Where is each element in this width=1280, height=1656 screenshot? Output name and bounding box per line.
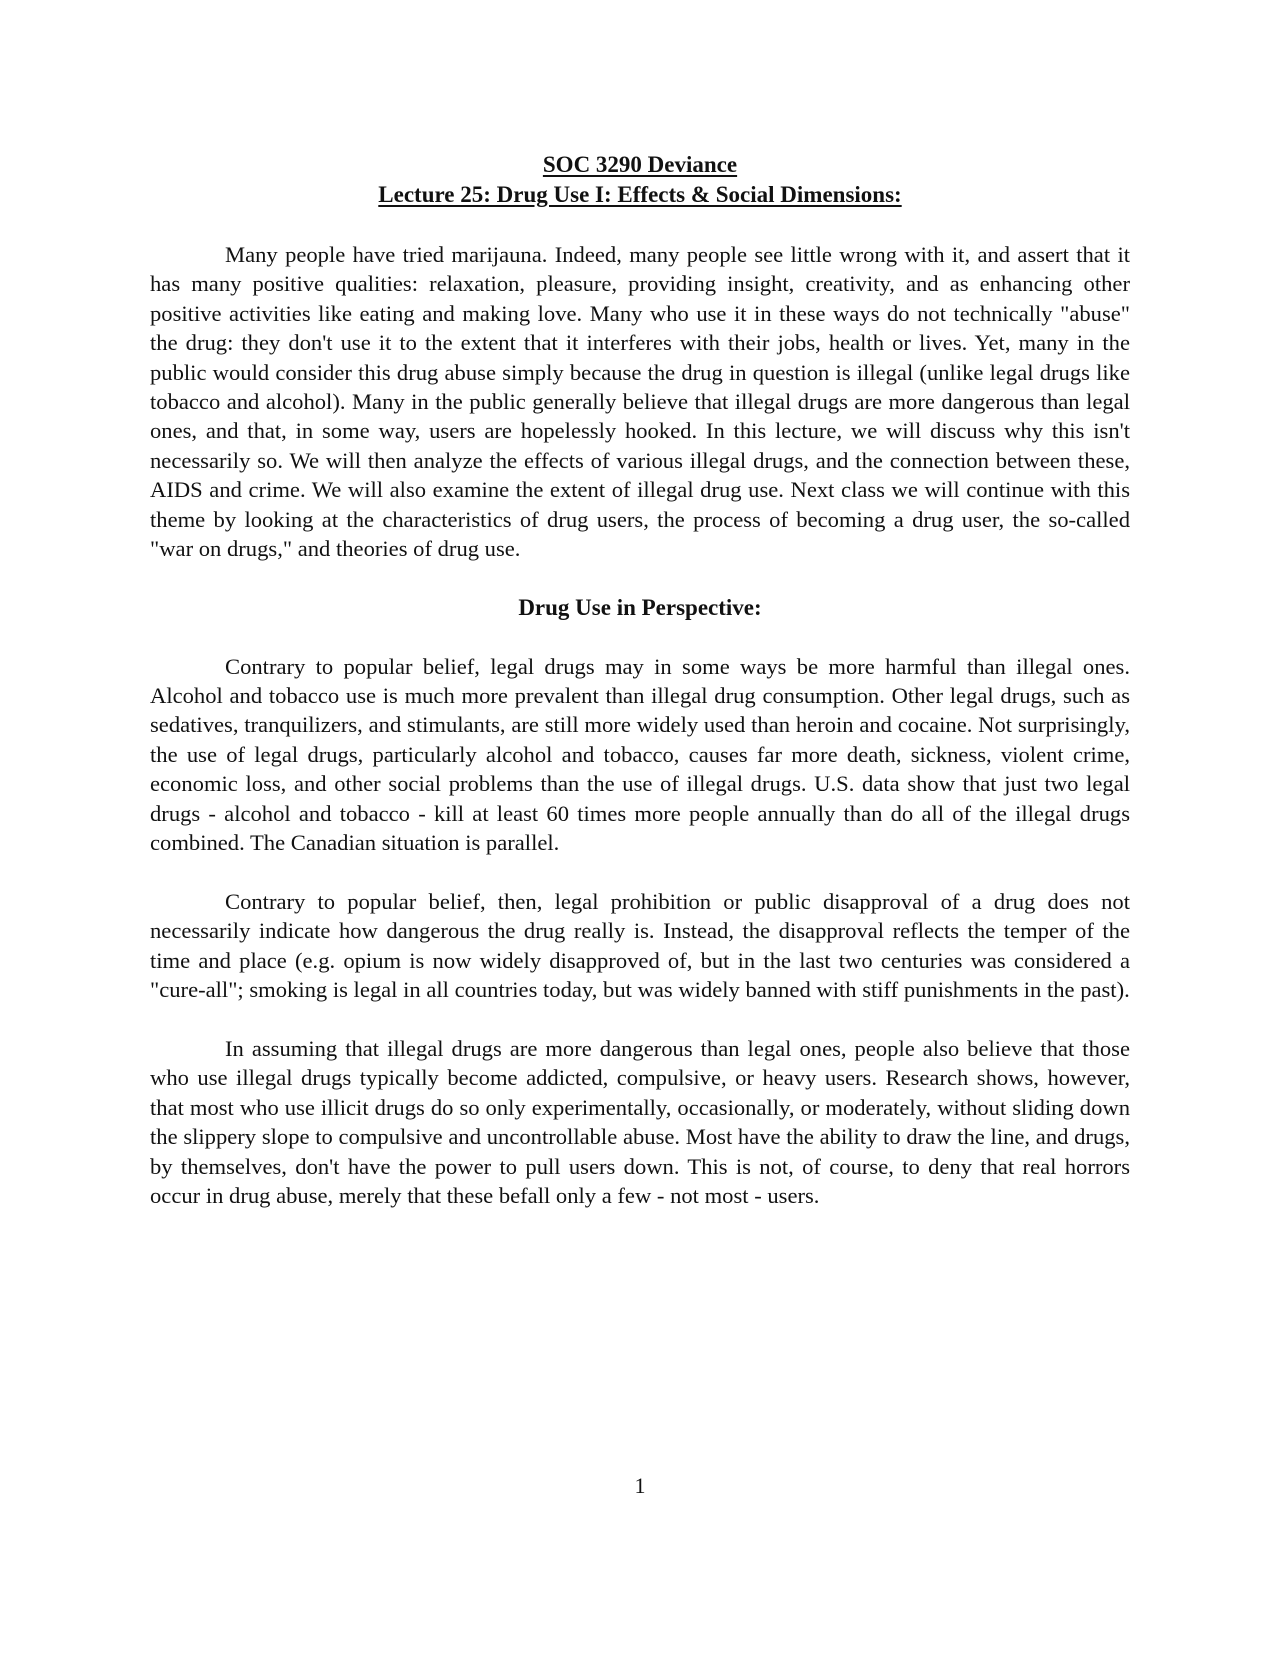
page-content: [150, 150, 1130, 1210]
course-title: SOC 3290 Deviance: [542, 152, 738, 177]
spacer: [150, 563, 1130, 592]
title-block: [150, 150, 1130, 210]
body-paragraph: Contrary to popular belief, legal drugs may in some ways be more harmful than illegal ones. Alcohol and tobacco use is much more prevalent than illegal drug consumption. Other legal drugs, such as sedatives, tranquilizers, and stimulants, are still more widely used than heroin and cocaine. Not surprisingly, the use of legal drugs, particularly alcohol and tobacco, causes far more death, sickness, violent crime, economic loss, and other social problems than the use of illegal drugs. U.S. data show that just two legal drugs - alcohol and tobacco - kill at least 60 times more people annually than do all of the illegal drugs combined. The Canadian situation is parallel.: [150, 653, 1130, 856]
spacer: [150, 622, 1130, 651]
section-heading: Drug Use in Perspective:: [518, 594, 762, 620]
lecture-title: Lecture 25: Drug Use I: Effects & Social Dimensions:: [378, 182, 902, 207]
body-paragraph: In assuming that illegal drugs are more dangerous than legal ones, people also believe that those who use illegal drugs typically become addicted, compulsive, or heavy users. Research shows, however, that most who use illicit drugs do so only experimentally, occasionally, or moderately, without sliding down the slippery slope to compulsive and uncontrollable abuse. Most have the ability to draw the line, and drugs, by themselves, don't have the power to pull users down. This is not, of course, to deny that real horrors occur in drug abuse, merely that these befall only a few - not most - users.: [150, 1035, 1130, 1208]
page-number: 1: [634, 1473, 646, 1498]
intro-paragraph: Many people have tried marijauna. Indeed, many people see little wrong with it, and assert that it has many positive qualities: relaxation, pleasure, providing insight, creativity, and as enhancing other positive activities like eating and making love. Many who use it in these ways do not technically "abuse" the drug: they don't use it to the extent that it interferes with their jobs, health or lives. Yet, many in the public would consider this drug abuse simply because the drug in question is illegal (unlike legal drugs like tobacco and alcohol). Many in the public generally believe that illegal drugs are more dangerous than legal ones, and that, in some way, users are hopelessly hooked. In this lecture, we will discuss why this isn't necessarily so. We will then analyze the effects of various illegal drugs, and the connection between these, AIDS and crime. We will also examine the extent of illegal drug use. Next class we will continue with this theme by looking at the characteristics of drug users, the process of becoming a drug user, the so-called "war on drugs," and theories of drug use.: [150, 242, 1130, 562]
spacer: [150, 210, 1130, 240]
spacer: [150, 1005, 1130, 1034]
body-paragraph: Contrary to popular belief, then, legal prohibition or public disapproval of a drug does not necessarily indicate how dangerous the drug really is. Instead, the disapproval reflects the temper of the time and place (e.g. opium is now widely disapproved of, but in the last two centuries was considered a "cure-all"; smoking is legal in all countries today, but was widely banned with stiff punishments in the past).: [150, 888, 1130, 1003]
spacer: [150, 858, 1130, 887]
